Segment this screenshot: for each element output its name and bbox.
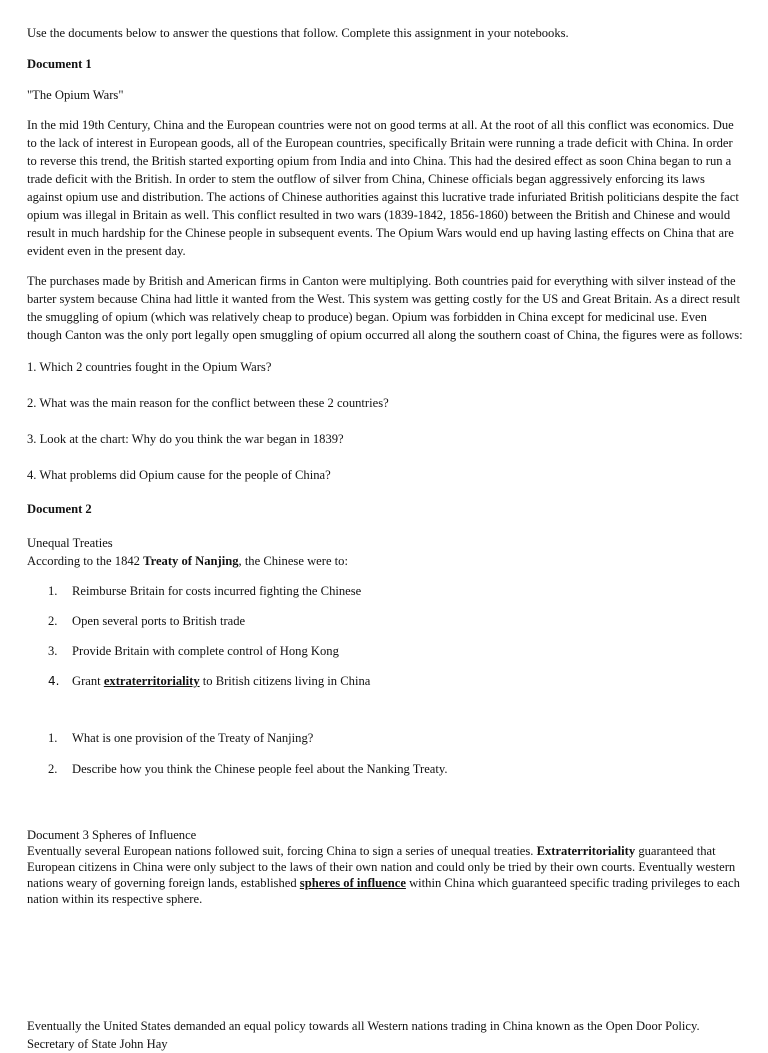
extraterritoriality-term: extraterritoriality: [103, 674, 200, 688]
spheres-of-influence-term: spheres of influence: [299, 876, 406, 890]
list-item: [27, 613, 743, 630]
item-text: What is one provision of the Treaty of Nanjing?: [72, 731, 314, 745]
item-number: 3.: [48, 644, 58, 658]
treaty-of-nanjing: Treaty of Nanjing: [143, 554, 239, 568]
document-2-title: Unequal Treaties: [27, 536, 113, 550]
document-3: [27, 827, 743, 907]
cut-off-line: [27, 1014, 743, 1051]
document-1-paragraph-1: In the mid 19th Century, China and the European countries were not on good terms at all. At the root of all this conflict was economics. Due to the lack of interest in European goods, all of the European countries, specifically Britain were running a trade deficit with China. In order to reverse this trend, the British started exporting opium from India and into China. This had the desired effect as soon China began to run a trade deficit with the British. In order to stem the outflow of silver from China, Chinese officials began aggressively enforcing its laws against opium use and distribution. The actions of Chinese authorities against this lucrative trade infuriated British politicians despite the fact opium was illegal in Britain as well. This conflict resulted in two wars (1839-1842, 1856-1860) between the British and Chinese and would result in much hardship for the Chinese people in subsequent events. The Opium Wars would end up having lasting effects on China that are evident even in the present day.: [27, 118, 739, 258]
document-2-heading: Document 2: [27, 502, 92, 516]
item-text: Open several ports to British trade: [72, 614, 246, 628]
treaty-terms-list: [27, 583, 743, 690]
question-4: 4. What problems did Opium cause for the people of China?: [27, 468, 331, 482]
cut-off-text: Eventually the United States demanded an equal policy towards all Western nations trading in China known as the Open Door Policy. Secretary of State John Hay: [27, 1019, 700, 1051]
item-text: Provide Britain with complete control of Hong Kong: [72, 644, 339, 658]
item-number: 2.: [48, 614, 58, 628]
lead-text-end: , the Chinese were to:: [238, 554, 348, 568]
document-3-paragraph: [27, 843, 743, 907]
extraterritoriality-bold: Extraterritoriality: [536, 844, 636, 858]
list-item: [27, 761, 743, 778]
document-2: [27, 500, 743, 778]
document-3-heading: Document 3 Spheres of Influence: [27, 828, 197, 842]
item-text: Reimburse Britain for costs incurred fighting the Chinese: [72, 584, 362, 598]
document-1-paragraph-2: The purchases made by British and American firms in Canton were multiplying. Both countries paid for everything with silver instead of the barter system because China had little it wanted from the West. This system was getting costly for the US and Great Britain. As a direct result the smuggling of opium (which was relatively cheap to produce) began. Opium was forbidden in China except for medicinal use. Even though Canton was the only port legally open smuggling of opium occurred all along the southern coast of China, the figures were as follows:: [27, 274, 743, 342]
question-1: 1. Which 2 countries fought in the Opium Wars?: [27, 360, 272, 374]
doc3-text: within China which guaranteed specific trading privileges to each nation within its respective sphere.: [27, 876, 740, 906]
item-text: Describe how you think the Chinese people feel about the Nanking Treaty.: [72, 762, 448, 776]
item-number: 4.: [48, 674, 60, 688]
item-text: Grant: [72, 674, 104, 688]
document-2-lead: [27, 552, 743, 570]
doc3-text: guaranteed that European citizens in China were only subject to the laws of their own nation and could only be tried by their own courts. Eventually western nations weary of governing foreign lands, established: [27, 844, 736, 890]
document-1: [27, 55, 743, 484]
list-item: [27, 730, 743, 747]
document-1-heading: Document 1: [27, 57, 92, 71]
list-item: [27, 583, 743, 600]
lead-text: According to the 1842: [27, 554, 144, 568]
document-page: [27, 24, 743, 907]
document-1-title: "The Opium Wars": [27, 88, 124, 102]
item-number: 2.: [48, 762, 58, 776]
question-2: 2. What was the main reason for the conflict between these 2 countries?: [27, 396, 389, 410]
list-item: [27, 643, 743, 660]
doc3-text: Eventually several European nations followed suit, forcing China to sign a series of unequal treaties.: [27, 844, 537, 858]
document-2-questions: [27, 730, 743, 778]
list-item: [27, 673, 743, 690]
instructions: Use the documents below to answer the questions that follow. Complete this assignment in your notebooks.: [27, 26, 569, 40]
item-number: 1.: [48, 731, 58, 745]
question-3: 3. Look at the chart: Why do you think the war began in 1839?: [27, 432, 344, 446]
item-text-end: to British citizens living in China: [199, 674, 371, 688]
item-number: 1.: [48, 584, 58, 598]
